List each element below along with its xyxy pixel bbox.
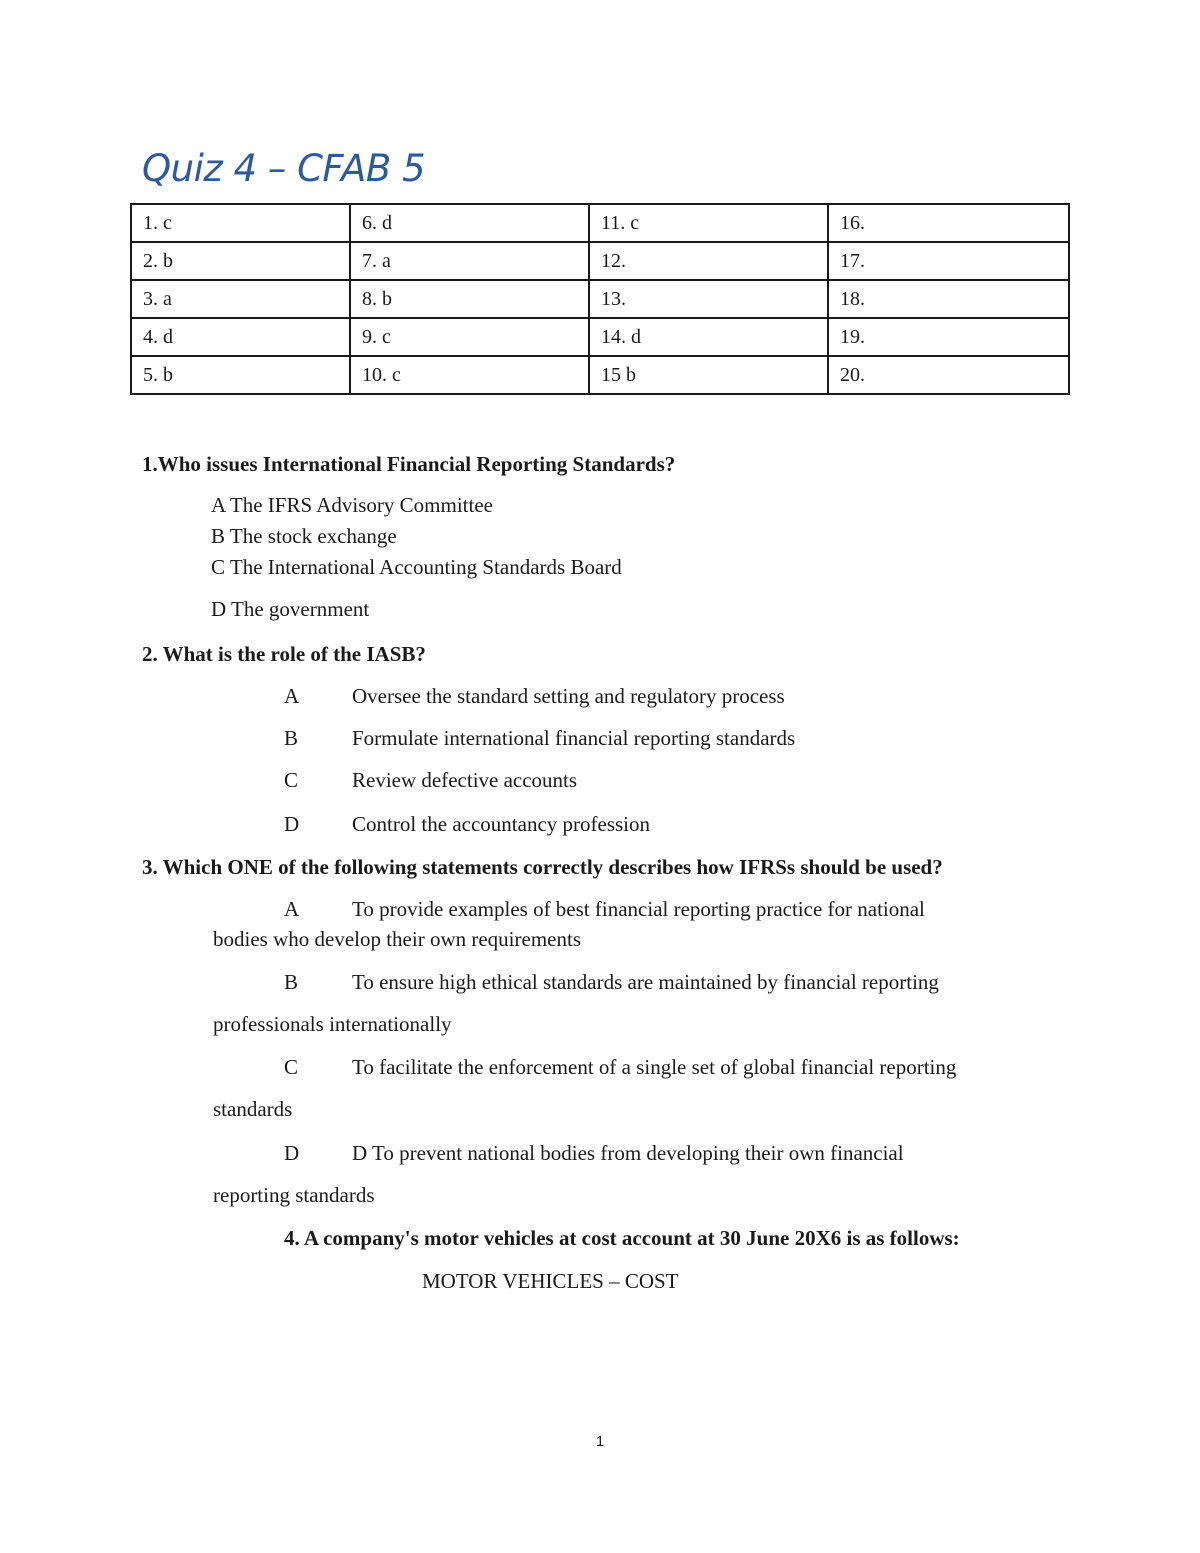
question-4: 4. A company's motor vehicles at cost account at 30 June 20X6 is as follows: bbox=[284, 1226, 960, 1250]
page-title: Quiz 4 – CFAB 5 bbox=[142, 147, 426, 190]
answer-cell: 17. bbox=[828, 242, 1069, 280]
question-3-option-c-letter: C bbox=[284, 1055, 299, 1079]
question-2-option-a-text: Oversee the standard setting and regulatory process bbox=[352, 684, 785, 708]
answer-cell: 16. bbox=[828, 204, 1069, 242]
question-3-option-c-line2: standards bbox=[213, 1097, 293, 1121]
answer-cell: 8. b bbox=[350, 280, 589, 318]
question-1-option-a: A The IFRS Advisory Committee bbox=[211, 493, 493, 517]
answer-cell: 4. d bbox=[131, 318, 350, 356]
answer-row bbox=[131, 280, 1069, 318]
question-2: 2. What is the role of the IASB? bbox=[142, 642, 426, 666]
question-1-option-c: C The International Accounting Standards Board bbox=[211, 555, 622, 579]
answer-cell: 19. bbox=[828, 318, 1069, 356]
answer-cell: 18. bbox=[828, 280, 1069, 318]
question-1-option-b: B The stock exchange bbox=[211, 524, 397, 548]
answer-cell: 14. d bbox=[589, 318, 828, 356]
answer-cell: 12. bbox=[589, 242, 828, 280]
answer-cell: 1. c bbox=[131, 204, 350, 242]
question-3: 3. Which ONE of the following statements correctly describes how IFRSs should be used? bbox=[142, 855, 943, 879]
question-3-option-b-line1: To ensure high ethical standards are maintained by financial reporting bbox=[352, 970, 939, 994]
answer-cell: 6. d bbox=[350, 204, 589, 242]
question-3-option-c-line1: To facilitate the enforcement of a single set of global financial reporting bbox=[352, 1055, 957, 1079]
page-number: 1 bbox=[595, 1433, 605, 1450]
answer-cell: 10. c bbox=[350, 356, 589, 394]
question-2-option-c-text: Review defective accounts bbox=[352, 768, 578, 792]
answer-cell: 20. bbox=[828, 356, 1069, 394]
answer-cell: 9. c bbox=[350, 318, 589, 356]
question-2-option-d-text: Control the accountancy profession bbox=[352, 812, 650, 836]
question-2-option-d-letter: D bbox=[284, 812, 300, 836]
question-4-account-heading: MOTOR VEHICLES – COST bbox=[422, 1269, 679, 1293]
question-2-option-b-letter: B bbox=[284, 726, 299, 750]
answer-row bbox=[131, 356, 1069, 394]
question-3-option-a-letter: A bbox=[284, 897, 300, 921]
answer-row bbox=[131, 242, 1069, 280]
question-2-option-a-letter: A bbox=[284, 684, 300, 708]
answer-cell: 3. a bbox=[131, 280, 350, 318]
question-1-option-d: D The government bbox=[211, 597, 370, 621]
question-3-option-d-letter: D bbox=[284, 1141, 300, 1165]
answer-cell: 2. b bbox=[131, 242, 350, 280]
question-2-option-b-text: Formulate international financial reporting standards bbox=[352, 726, 796, 750]
question-3-option-a-line2: bodies who develop their own requirements bbox=[213, 927, 581, 951]
answer-cell: 7. a bbox=[350, 242, 589, 280]
question-1: 1.Who issues International Financial Reporting Standards? bbox=[142, 452, 676, 476]
answer-key-table bbox=[130, 203, 1070, 395]
answer-row bbox=[131, 318, 1069, 356]
answer-cell: 11. c bbox=[589, 204, 828, 242]
answer-cell: 5. b bbox=[131, 356, 350, 394]
question-3-option-d-line2: reporting standards bbox=[213, 1183, 375, 1207]
question-3-option-a-line1: To provide examples of best financial reporting practice for national bbox=[352, 897, 925, 921]
question-3-option-d-line1: D To prevent national bodies from developing their own financial bbox=[352, 1141, 904, 1165]
question-3-option-b-line2: professionals internationally bbox=[213, 1012, 452, 1036]
question-3-option-b-letter: B bbox=[284, 970, 299, 994]
answer-row bbox=[131, 204, 1069, 242]
answer-cell: 15 b bbox=[589, 356, 828, 394]
question-2-option-c-letter: C bbox=[284, 768, 299, 792]
answer-cell: 13. bbox=[589, 280, 828, 318]
